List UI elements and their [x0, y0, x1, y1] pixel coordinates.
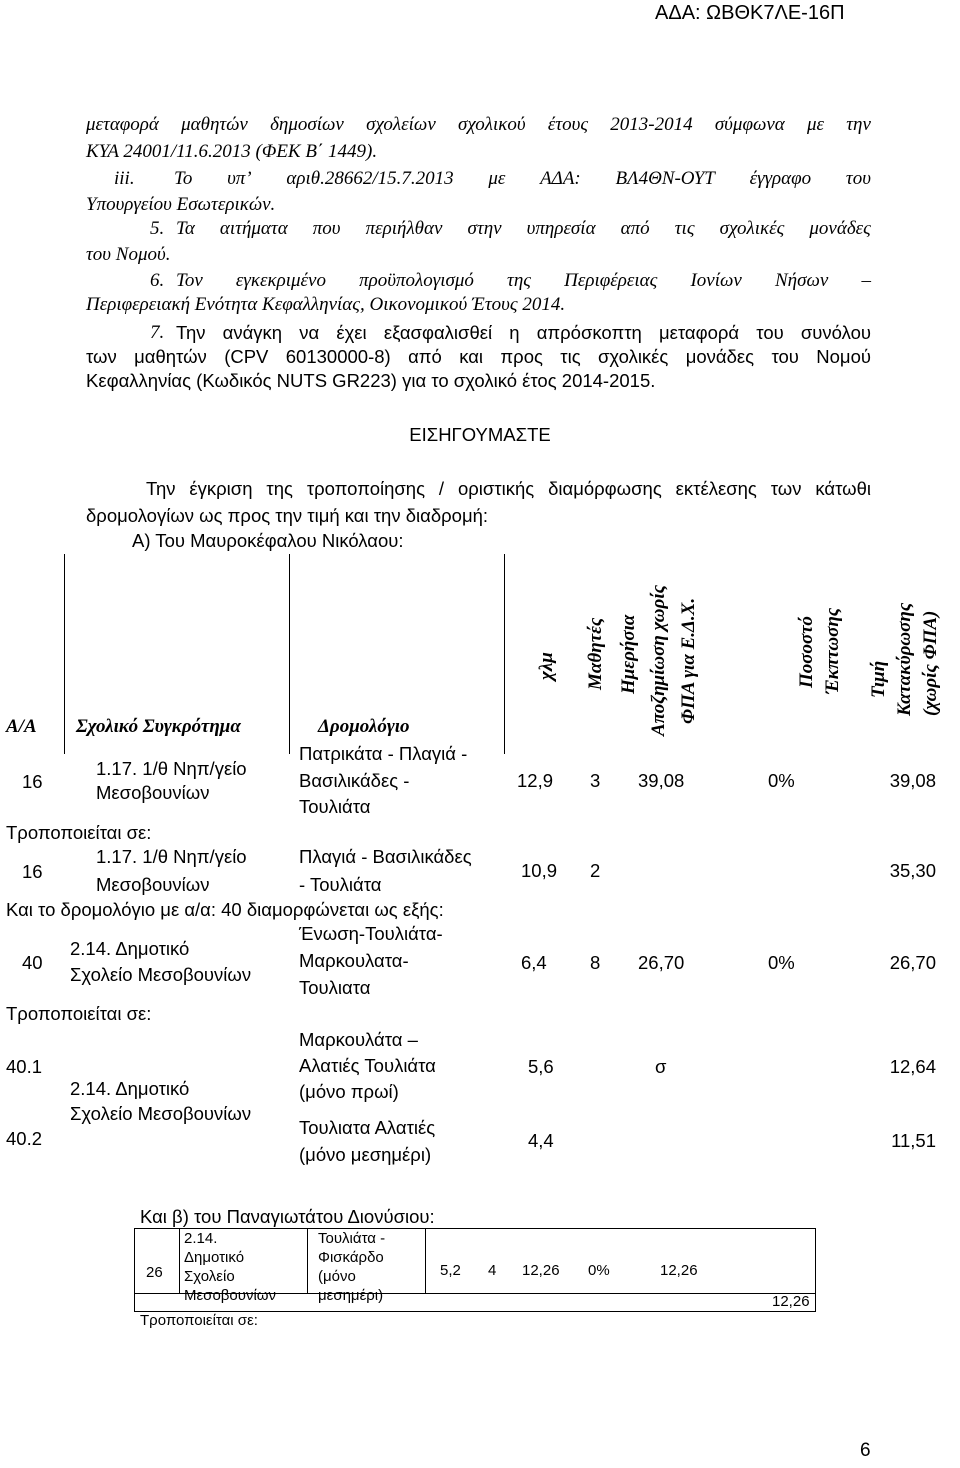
table-b-divider-2 — [307, 1229, 308, 1293]
row40-route-1: Ένωση-Τουλιάτα- — [299, 923, 443, 944]
row16-route-2: Βασιλικάδες - — [299, 770, 410, 791]
item-6-number: 6. — [150, 270, 165, 291]
table-b-aa: 26 — [146, 1264, 163, 1281]
row40-school-1: 2.14. Δημοτικό — [70, 938, 190, 959]
table-b-route-3: (μόνο — [318, 1268, 356, 1285]
table-b-discount: 0% — [588, 1262, 610, 1279]
table-b-route-1: Τουλιάτα - — [318, 1230, 386, 1247]
row40-route-3: Τουλιατα — [299, 977, 371, 998]
table-b-km: 5,2 — [440, 1262, 461, 1279]
table-b-daily: 12,26 — [522, 1262, 560, 1279]
header-discount-2: Έκπτωσης — [822, 607, 843, 694]
row401-students: σ — [655, 1056, 667, 1077]
header-route: Δρομολόγιο — [318, 716, 410, 737]
row16b-route-2: - Τουλιάτα — [299, 874, 382, 895]
header-price-2: Κατακύρωσης — [894, 602, 915, 716]
approval-line-1: Την έγκριση της τροποποίησης / οριστικής διαμόρφωσης εκτέλεσης των κάτωθι — [146, 478, 871, 499]
row40-discount: 0% — [768, 952, 795, 973]
row40x-school-1: 2.14. Δημοτικό — [70, 1078, 190, 1099]
row16b-aa: 16 — [22, 861, 43, 882]
section-a-title: Α) Του Μαυροκέφαλου Νικόλαου: — [132, 530, 404, 551]
header-aa: Α/Α — [6, 716, 37, 737]
header-students: Μαθητές — [585, 617, 606, 690]
note-route-40: Και το δρομολόγιο με α/α: 40 διαμορφώνεται ως εξής: — [6, 899, 444, 920]
table-b-divider-1 — [179, 1229, 180, 1293]
item-6-text: Τον εγκεκριμένο προϋπολογισμό της Περιφέρειας Ιονίων Νήσων – — [176, 270, 871, 291]
approval-line-2: δρομολογίων ως προς την τιμή και την διαδρομή: — [86, 505, 489, 526]
row402-route-1: Τουλιατα Αλατιές — [299, 1117, 436, 1138]
table-b-school-1: 2.14. — [184, 1230, 218, 1247]
row401-route-2: Αλατιές Τουλιάτα — [299, 1055, 436, 1076]
header-price-1: Τιμή — [868, 660, 889, 698]
header-daily-3: ΦΠΑ για Ε.Δ.Χ. — [678, 597, 699, 724]
row16-daily: 39,08 — [638, 770, 685, 791]
row16-aa: 16 — [22, 771, 43, 792]
intro-line-1: μεταφορά μαθητών δημοσίων σχολείων σχολικού έτους 2013-2014 σύμφωνα με την — [86, 114, 871, 135]
row16b-students: 2 — [590, 860, 601, 881]
header-discount-1: Ποσοστό — [796, 616, 817, 688]
row401-route-1: Μαρκουλάτα – — [299, 1029, 418, 1050]
item-6-continuation: Περιφερειακή Ενότητα Κεφαλληνίας, Οικονομικού Έτους 2014. — [86, 294, 566, 315]
row16b-price: 35,30 — [889, 860, 936, 881]
row402-km: 4,4 — [528, 1130, 554, 1151]
row16b-route-1: Πλαγιά - Βασιλικάδες — [299, 846, 472, 867]
row40-aa: 40 — [22, 952, 43, 973]
table-b-school-4: Μεσοβουνίων — [184, 1287, 276, 1304]
table-b-school-2: Δημοτικό — [184, 1249, 245, 1266]
row40-daily: 26,70 — [638, 952, 685, 973]
row40-students: 8 — [590, 952, 601, 973]
item-iii-number: iii. — [114, 168, 135, 189]
item-iii-text: Το υπ’ αριθ.28662/15.7.2013 με ΑΔΑ: ΒΛ4ΘΝ-ΟΥΤ έγγραφο του — [174, 168, 871, 189]
row402-price: 11,51 — [891, 1130, 936, 1151]
table-b-price: 12,26 — [660, 1262, 698, 1279]
table-b-students: 4 — [488, 1262, 497, 1279]
row40x-school-2: Σχολείο Μεσοβουνίων — [70, 1103, 252, 1124]
row16-price: 39,08 — [889, 770, 936, 791]
intro-line-2: ΚΥΑ 24001/11.6.2013 (ΦΕΚ Β΄ 1449). — [86, 141, 378, 162]
row40-km: 6,4 — [521, 952, 547, 973]
table-a-divider-1 — [64, 554, 65, 754]
row40-school-2: Σχολείο Μεσοβουνίων — [70, 964, 252, 985]
table-b-route-2: Φισκάρδο — [318, 1249, 384, 1266]
item-5-text: Τα αιτήματα που περιήλθαν στην υπηρεσία από τις σχολικές μονάδες — [176, 218, 871, 239]
row40-price: 26,70 — [889, 952, 936, 973]
header-school: Σχολικό Συγκρότημα — [76, 716, 241, 737]
table-b-route-4: μεσημέρι) — [318, 1287, 384, 1304]
row16b-school-2: Μεσοβουνίων — [96, 874, 210, 895]
row16-route-1: Πατρικάτα - Πλαγιά - — [299, 743, 468, 764]
table-b-divider-3 — [425, 1229, 426, 1293]
row401-route-3: (μόνο πρωί) — [299, 1081, 399, 1102]
table-a-divider-3 — [504, 554, 505, 754]
table-b-modified: Τροποποιείται σε: — [140, 1312, 258, 1329]
item-7-line-2: των μαθητών (CPV 60130000-8) από και προς τις σχολικές μονάδες του Νομού — [86, 346, 871, 367]
header-km: χλμ — [536, 652, 557, 680]
row16-route-3: Τουλιάτα — [299, 796, 371, 817]
table-b-school-3: Σχολείο — [184, 1268, 235, 1285]
table-a-divider-2 — [289, 554, 290, 754]
row16b-school-1: 1.17. 1/θ Νηπ/γείο — [96, 846, 247, 867]
row401-aa: 40.1 — [6, 1056, 43, 1077]
row402-aa: 40.2 — [6, 1128, 43, 1149]
header-daily-1: Ημερήσια — [618, 614, 639, 694]
table-b-price-extra: 12,26 — [772, 1293, 810, 1310]
row40-route-2: Μαρκουλατα- — [299, 950, 409, 971]
row16-km: 12,9 — [517, 770, 554, 791]
modified-label-1: Τροποποιείται σε: — [6, 822, 152, 843]
row16-school-2: Μεσοβουνίων — [96, 782, 210, 803]
row401-km: 5,6 — [528, 1056, 554, 1077]
section-b-title: Και β) του Παναγιωτάτου Διονύσιου: — [140, 1206, 435, 1227]
row16b-km: 10,9 — [521, 860, 558, 881]
row16-students: 3 — [590, 770, 601, 791]
row401-price: 12,64 — [889, 1056, 936, 1077]
header-price-3: (χωρίς ΦΠΑ) — [920, 610, 941, 716]
item-7-line-3: Κεφαλληνίας (Κωδικός NUTS GR223) για το σχολικό έτος 2014-2015. — [86, 370, 656, 391]
ada-code: ΑΔΑ: ΩΒΘΚ7ΛΕ-16Π — [655, 2, 845, 24]
header-daily-2: Αποζημίωση χωρίς — [648, 584, 669, 736]
row402-route-2: (μόνο μεσημέρι) — [299, 1144, 432, 1165]
item-5-continuation: του Νομού. — [86, 244, 171, 265]
row16-discount: 0% — [768, 770, 795, 791]
item-7-text: Την ανάγκη να έχει εξασφαλισθεί η απρόσκοπτη μεταφορά του συνόλου — [176, 322, 871, 343]
item-iii-continuation: Υπουργείου Εσωτερικών. — [86, 194, 276, 215]
recommend-title: ΕΙΣΗΓΟΥΜΑΣΤΕ — [409, 424, 551, 445]
modified-label-2: Τροποποιείται σε: — [6, 1003, 152, 1024]
page-number: 6 — [860, 1440, 871, 1461]
row16-school-1: 1.17. 1/θ Νηπ/γείο — [96, 758, 247, 779]
item-7-number: 7. — [150, 322, 165, 343]
item-5-number: 5. — [150, 218, 165, 239]
